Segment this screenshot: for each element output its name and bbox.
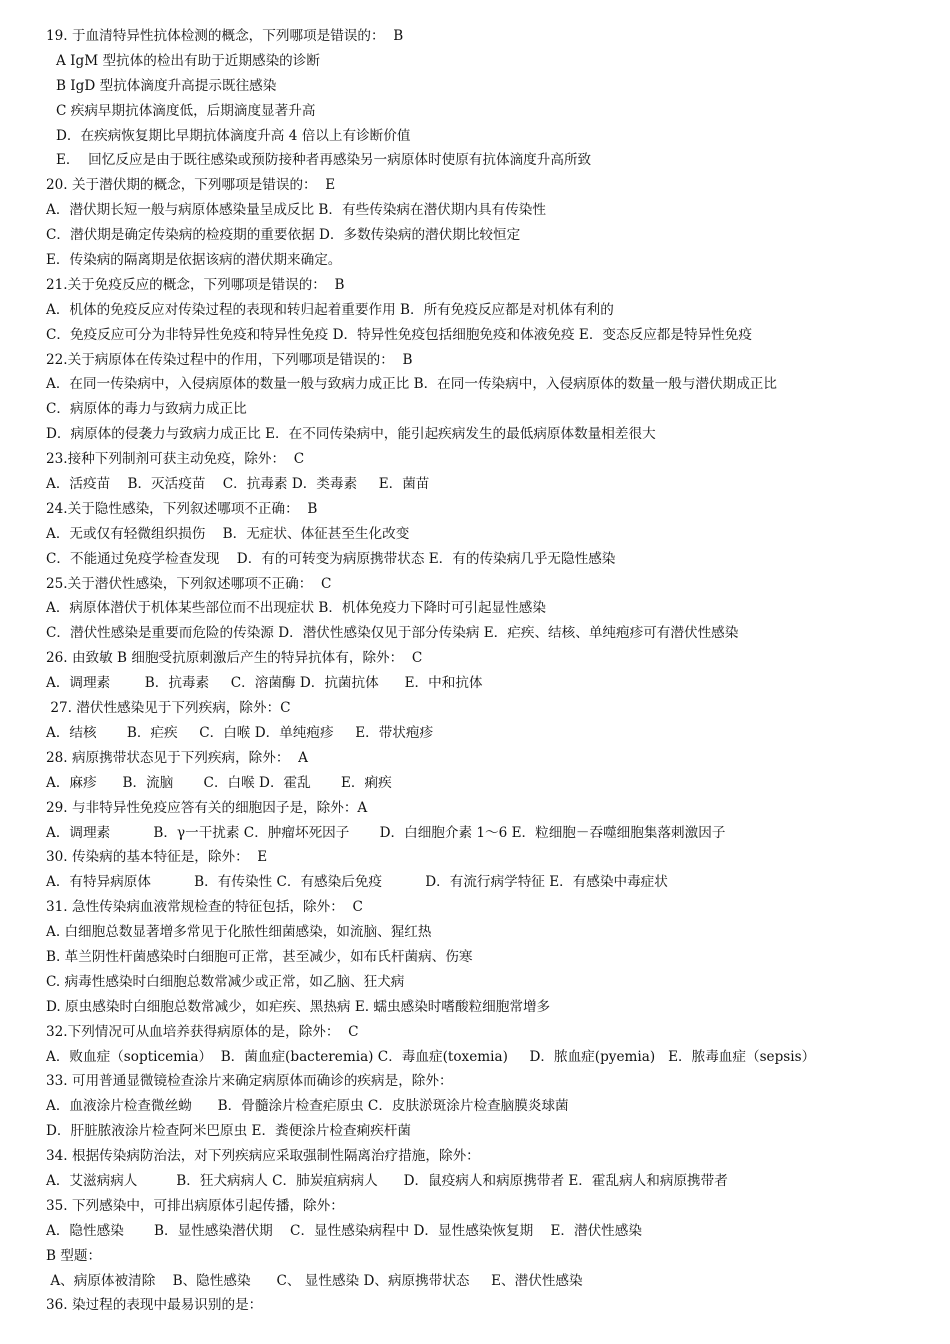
question-21: 21.关于免疫反应的概念，下列哪项是错误的： B <box>46 276 345 293</box>
question-29: 29. 与非特异性免疫应答有关的细胞因子是，除外：A <box>46 799 368 816</box>
option-line: A．隐性感染 B．显性感染潜伏期 C．显性感染病程中 D．显性感染恢复期 E．潜伏性感染 <box>46 1222 642 1239</box>
option-line: C．潜伏性感染是重要而危险的传染源 D．潜伏性感染仅见于部分传染病 E．疟疾、结核、单纯疱疹可有潜伏性感染 <box>46 625 739 642</box>
question-24: 24.关于隐性感染，下列叙述哪项不正确： B <box>46 500 318 517</box>
option-line: D. 原虫感染时白细胞总数常减少，如疟疾、黑热病 E. 蠕虫感染时嗜酸粒细胞常增多 <box>46 998 551 1015</box>
question-20: 20. 关于潜伏期的概念，下列哪项是错误的： E <box>46 177 336 194</box>
option-line: A．调理素 B．抗毒素 C．溶菌酶 D．抗菌抗体 E．中和抗体 <box>46 675 483 692</box>
option-line: C. 病毒性感染时白细胞总数常减少或正常，如乙脑、狂犬病 <box>46 973 405 990</box>
option-line: E．传染病的隔离期是依据该病的潜伏期来确定。 <box>46 252 342 269</box>
option-line: B. 革兰阴性杆菌感染时白细胞可正常，甚至减少，如布氏杆菌病、伤寒 <box>46 948 473 965</box>
question-35: 35. 下列感染中，可排出病原体引起传播，除外： <box>46 1197 344 1214</box>
question-25: 25.关于潜伏性感染，下列叙述哪项不正确： C <box>46 575 332 592</box>
option-line: A．艾滋病病人 B．狂犬病病人 C．肺炭疽病病人 D．鼠疫病人和病原携带者 E．霍乱病人和病原携带者 <box>46 1172 728 1189</box>
option-line: A．活疫苗 B．灭活疫苗 C．抗毒素 D．类毒素 E．菌苗 <box>46 476 430 493</box>
option-line: C．病原体的毒力与致病力成正比 <box>46 401 247 418</box>
option-line: A．机体的免疫反应对传染过程的表现和转归起着重要作用 B．所有免疫反应都是对机体有利的 <box>46 301 614 318</box>
option-line: A IgM 型抗体的检出有助于近期感染的诊断 <box>56 52 320 69</box>
question-34: 34. 根据传染病防治法，对下列疾病应采取强制性隔离治疗措施，除外： <box>46 1148 480 1165</box>
option-line: A．调理素 B．γ一干扰素 C．肿瘤坏死因子 D．白细胞介素 1～6 E．粒细胞－吞噬细胞集落刺激因子 <box>46 824 726 841</box>
option-line: A、病原体被清除 B、隐性感染 C、 显性感染 D、病原携带状态 E、潜伏性感染 <box>46 1272 583 1289</box>
option-line: A．潜伏期长短一般与病原体感染量呈成反比 B．有些传染病在潜伏期内具有传染性 <box>46 202 546 219</box>
option-line: A．无或仅有轻微组织损伤 B．无症状、体征甚至生化改变 <box>46 525 410 542</box>
question-27: 27. 潜伏性感染见于下列疾病，除外：C <box>46 700 291 717</box>
option-line: C．潜伏期是确定传染病的检疫期的重要依据 D．多数传染病的潜伏期比较恒定 <box>46 227 521 244</box>
section-heading-b-type: B 型题： <box>46 1247 102 1264</box>
option-line: E． 回忆反应是由于既往感染或预防接种者再感染另一病原体时使原有抗体滴度升高所致 <box>56 152 592 169</box>
question-33: 33. 可用普通显微镜检查涂片来确定病原体而确诊的疾病是，除外： <box>46 1073 453 1090</box>
option-line: C．不能通过免疫学检查发现 D．有的可转变为病原携带状态 E．有的传染病几乎无隐性感染 <box>46 550 616 567</box>
option-line: A．有特异病原体 B．有传染性 C．有感染后免疫 D．有流行病学特征 E．有感染中毒症状 <box>46 874 668 891</box>
option-line: A. 白细胞总数显著增多常见于化脓性细菌感染，如流脑、猩红热 <box>46 924 432 941</box>
option-line: C 疾病早期抗体滴度低，后期滴度显著升高 <box>56 102 316 119</box>
question-32: 32.下列情况可从血培养获得病原体的是，除外： C <box>46 1023 359 1040</box>
option-line: A．麻疹 B．流脑 C．白喉 D．霍乱 E．痢疾 <box>46 774 392 791</box>
question-23: 23.接种下列制剂可获主动免疫，除外： C <box>46 451 305 468</box>
question-26: 26. 由致敏 B 细胞受抗原刺激后产生的特异抗体有，除外： C <box>46 650 423 667</box>
option-line: A．结核 B．疟疾 C．白喉 D．单纯疱疹 E．带状疱疹 <box>46 724 434 741</box>
question-31: 31. 急性传染病血液常规检查的特征包括，除外： C <box>46 899 363 916</box>
question-28: 28. 病原携带状态见于下列疾病，除外： A <box>46 749 308 766</box>
option-line: A．败血症（sopticemia） B．菌血症(bacteremia) C．毒血症(toxemia) D．脓血症(pyemia) E．脓毒血症（sepsis） <box>46 1048 816 1065</box>
option-line: A．在同一传染病中，入侵病原体的数量一般与致病力成正比 B．在同一传染病中，入侵病原体的数量一般与潜伏期成正比 <box>46 376 777 393</box>
option-line: C．免疫反应可分为非特异性免疫和特异性免疫 D．特异性免疫包括细胞免疫和体液免疫 E．变态反应都是特异性免疫 <box>46 326 752 343</box>
option-line: A．血液涂片检查微丝蚴 B．骨髓涂片检查疟原虫 C．皮肤淤斑涂片检查脑膜炎球菌 <box>46 1098 569 1115</box>
question-19: 19. 于血清特异性抗体检测的概念，下列哪项是错误的： B <box>46 28 404 44</box>
question-36: 36. 染过程的表现中最易识别的是： <box>46 1297 263 1314</box>
option-line: A．病原体潜伏于机体某些部位而不出现症状 B．机体免疫力下降时可引起显性感染 <box>46 600 546 617</box>
option-line: D．在疾病恢复期比早期抗体滴度升高 4 倍以上有诊断价值 <box>56 127 411 144</box>
document-body <box>0 24 950 1318</box>
question-30: 30. 传染病的基本特征是，除外： E <box>46 849 268 866</box>
question-22: 22.关于病原体在传染过程中的作用，下列哪项是错误的： B <box>46 351 413 368</box>
option-line: D．病原体的侵袭力与致病力成正比 E．在不同传染病中，能引起疾病发生的最低病原体数量相差很大 <box>46 426 656 443</box>
option-line: D．肝脏脓液涂片检查阿米巴原虫 E．粪便涂片检查痢疾杆菌 <box>46 1123 411 1140</box>
option-line: B IgD 型抗体滴度升高提示既往感染 <box>56 77 277 94</box>
